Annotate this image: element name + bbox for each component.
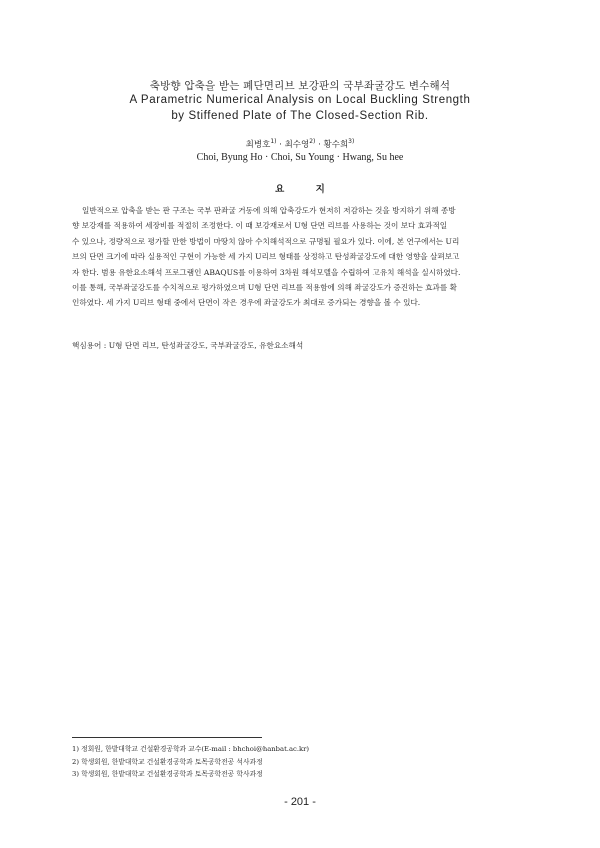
authors-korean	[0, 138, 600, 150]
abstract-body	[72, 203, 532, 311]
author-1-mark: 1)	[270, 138, 277, 145]
title-english-line-1: A Parametric Numerical Analysis on Local Buckling Strength	[129, 94, 471, 106]
authors-english: Choi, Byung Ho · Choi, Su Young · Hwang, Su hee	[196, 152, 404, 163]
abstract-line: 수 있으나, 정량적으로 평가할 만한 방법이 마땅치 않아 수치해석적으로 규명될 필요가 있다. 이에, 본 연구에서는 U리	[72, 236, 460, 246]
abstract-line: 인하였다. 세 가지 U리브 형태 중에서 단면이 작은 경우에 좌굴강도가 최대로 증가되는 경향을 볼 수 있다.	[72, 298, 421, 308]
keywords-label: 핵심용어 :	[72, 341, 109, 350]
abstract-line: 이를 통해, 국부좌굴강도를 수치적으로 평가하였으며 U형 단면 리브를 적용함에 의해 좌굴강도가 증진하는 효과를 확	[72, 283, 457, 293]
author-3-name: 황수희	[323, 140, 349, 150]
keywords	[72, 340, 532, 351]
page-number: - 201 -	[284, 796, 316, 808]
abstract-line: 일반적으로 압축을 받는 판 구조는 국부 판좌굴 거동에 의해 압축강도가 현저히 저감하는 것을 방지하기 위해 종방	[82, 206, 456, 215]
author-2-mark: 2)	[309, 138, 316, 145]
title-english-line-2: by Stiffened Plate of The Closed-Section Rib.	[171, 110, 429, 122]
abstract-heading: 요 지	[275, 184, 325, 195]
author-3-mark: 3)	[348, 138, 355, 145]
footnote-3: 3) 학생회원, 한밭대학교 건설환경공학과 토목공학전공 학사과정	[72, 770, 263, 778]
title-korean: 축방향 압축을 받는 폐단면리브 보강판의 국부좌굴강도 변수해석	[149, 80, 451, 92]
abstract-line: 향 보강재를 적용하여 세장비를 적절히 조정한다. 이 때 보강재로서 U형 단면 리브를 사용하는 것이 보다 효과적일	[72, 221, 448, 231]
footnote-divider	[72, 737, 262, 738]
author-separator: ·	[315, 140, 324, 150]
footnote-1: 1) 정회원, 한밭대학교 건설환경공학과 교수(E-mail : bhchoi@hanbat.ac.kr)	[72, 745, 310, 753]
author-1-name: 최병호	[245, 140, 271, 150]
keywords-list: U형 단면 리브, 탄성좌굴강도, 국부좌굴강도, 유한요소해석	[108, 341, 304, 350]
abstract-line: 자 한다. 범용 유한요소해석 프로그램인 ABAQUS를 이용하여 3차원 해석모델을 수립하여 고유치 해석을 실시하였다.	[72, 267, 461, 277]
author-2-name: 최수영	[284, 140, 310, 150]
footnotes	[72, 743, 532, 781]
author-separator: ·	[276, 140, 285, 150]
abstract-line: 브의 단면 크기에 따라 실용적인 구현이 가능한 세 가지 U리브 형태를 상정하고 탄성좌굴강도에 대한 영향을 살펴보고	[72, 252, 460, 262]
footnote-2: 2) 학생회원, 한밭대학교 건설환경공학과 토목공학전공 석사과정	[72, 757, 263, 766]
